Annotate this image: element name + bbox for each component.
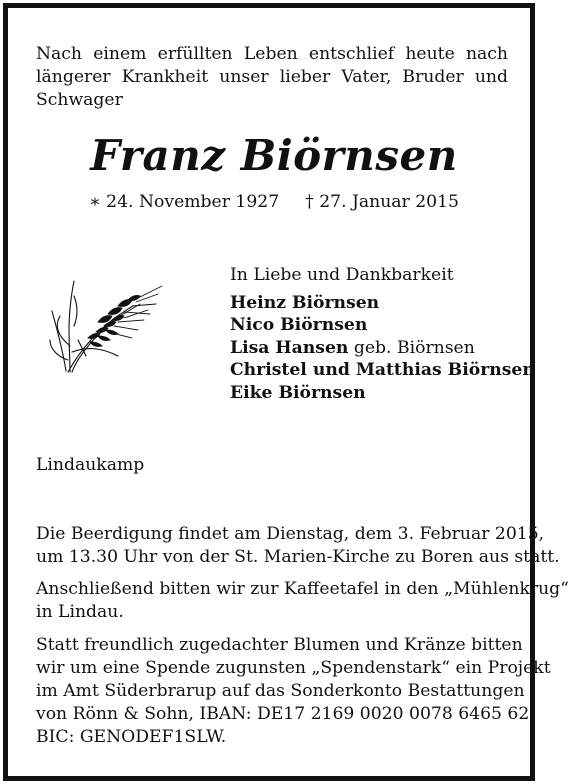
donation-line-4: von Rönn & Sohn, IBAN: DE17 2169 0020 0078 6465 62,	[36, 704, 535, 724]
funeral-line-2: um 13.30 Uhr von der St. Marien-Kirche zu Boren aus statt.	[36, 547, 560, 567]
coffee-line-1: Anschließend bitten wir zur Kaffeetafel in den „Mühlenkrug“	[36, 579, 569, 599]
mourner-item	[230, 314, 535, 336]
mourner-item	[230, 359, 535, 381]
donation-line-5: BIC: GENODEF1SLW.	[36, 727, 227, 747]
wheat-ears-icon	[48, 276, 178, 376]
thanks-line: In Liebe und Dankbarkeit	[230, 265, 454, 285]
intro-line-1: Nach einem erfüllten Leben entschlief heute nach	[36, 44, 508, 64]
mourner-name: Eike Biörnsen	[230, 382, 366, 403]
funeral-line-1: Die Beerdigung findet am Dienstag, dem 3. Februar 2015,	[36, 524, 545, 544]
life-dates	[8, 190, 540, 214]
birth-date: ∗ 24. November 1927	[89, 192, 280, 212]
mourner-name: Heinz Biörnsen	[230, 293, 380, 313]
intro-line-2: längerer Krankheit unser lieber Vater, Bruder und Schwager	[36, 67, 508, 110]
donation-notice	[36, 634, 551, 749]
mourner-name: Christel und Matthias Biörnsen	[230, 360, 535, 381]
coffee-line-2: in Lindau.	[36, 602, 124, 622]
donation-line-2: wir um eine Spende zugunsten „Spendenstark“ ein Projekt	[36, 658, 551, 678]
donation-line-3: im Amt Süderbrarup auf das Sonderkonto Bestattungen	[36, 681, 525, 701]
obituary-frame	[3, 3, 569, 781]
mourner-name: Nico Biörnsen	[230, 315, 368, 336]
funeral-notice	[36, 523, 560, 569]
deceased-name: Franz Biörnsen	[90, 131, 458, 180]
mourners-list	[230, 292, 535, 404]
mourner-item	[230, 292, 535, 314]
mourner-item	[230, 382, 535, 404]
place-name: Lindaukamp	[36, 455, 145, 475]
mourner-name: Lisa Hansen	[230, 337, 349, 358]
coffee-notice	[36, 578, 569, 624]
death-date: † 27. Januar 2015	[305, 192, 459, 212]
mourner-note: geb. Biörnsen	[348, 337, 475, 358]
mourner-item	[230, 337, 535, 359]
donation-line-1: Statt freundlich zugedachter Blumen und Kränze bitten	[36, 635, 523, 655]
